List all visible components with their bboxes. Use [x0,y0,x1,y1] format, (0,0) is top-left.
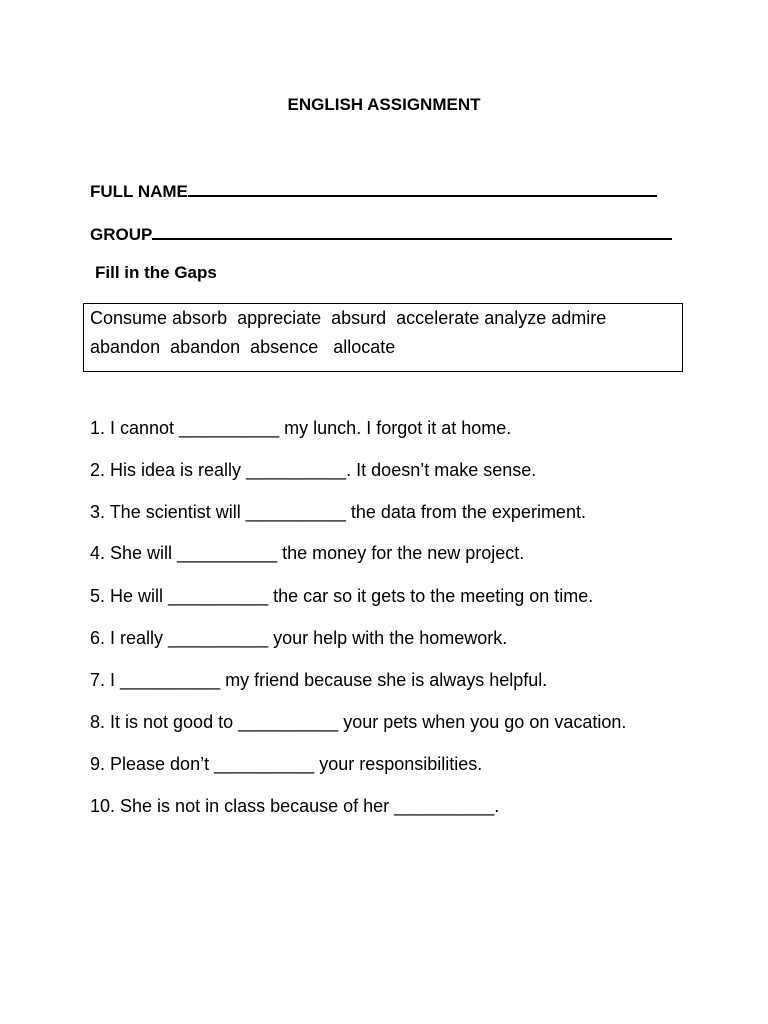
question-item: 5. He will __________ the car so it gets to the meeting on time. [90,586,594,606]
question-item: 3. The scientist will __________ the data from the experiment. [90,502,586,522]
question-item: 4. She will __________ the money for the new project. [90,543,525,563]
question-item: 2. His idea is really __________. It doesn’t make sense. [90,460,537,480]
full-name-label: FULL NAME [90,182,188,201]
word-bank-line-2: abandon abandon absence allocate [90,337,396,357]
question-item: 8. It is not good to __________ your pets when you go on vacation. [90,712,627,732]
question-item: 9. Please don’t __________ your responsibilities. [90,754,483,774]
full-name-blank-line[interactable] [188,179,657,197]
group-field[interactable] [90,222,672,245]
full-name-field[interactable] [90,179,657,202]
question-item: 6. I really __________ your help with the homework. [90,628,508,648]
word-bank-box [83,303,683,372]
question-item: 7. I __________ my friend because she is always helpful. [90,670,548,690]
question-item: 10. She is not in class because of her __________. [90,796,500,816]
group-label: GROUP [90,225,153,244]
group-blank-line[interactable] [152,222,672,240]
page-title: ENGLISH ASSIGNMENT [287,95,481,114]
question-item: 1. I cannot __________ my lunch. I forgot it at home. [90,418,512,438]
section-title: Fill in the Gaps [95,263,217,282]
word-bank-line-1: Consume absorb appreciate absurd accelerate analyze admire [90,308,607,328]
